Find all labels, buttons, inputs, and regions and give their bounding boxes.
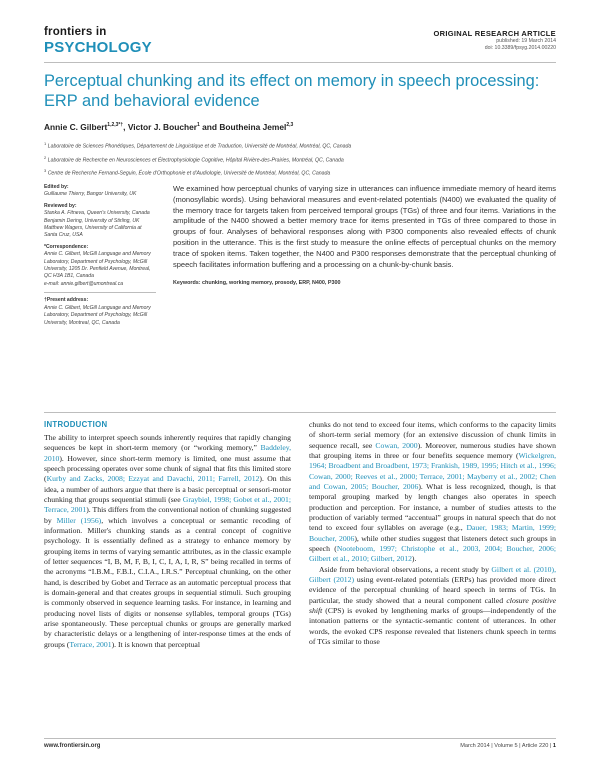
affiliation-num: 2 <box>44 154 47 160</box>
paper-title: Perceptual chunking and its effect on memory in speech processing: ERP and behavioral evidence <box>44 72 540 110</box>
paragraph <box>309 420 556 565</box>
paragraph <box>44 433 291 650</box>
text-run: The ability to interpret speech sounds inherently requires that rapidly changing sequences be kept in short-term memory (or “working memory,” <box>44 433 291 453</box>
paragraph <box>309 565 556 648</box>
citation-link[interactable]: Gilbert et al. (2010), Gilbert (2012) <box>309 564 556 584</box>
author-1-mark: *† <box>118 122 124 129</box>
body-column-left <box>44 433 291 650</box>
reviewer: Matthew Wagers, University of California at Santa Cruz, USA <box>44 225 142 239</box>
text-run: using event-related potentials (ERPs) has provided more direct evidence of the perceptual chunking of heard speech in terms of TGs. In particular, the study showed that a neural component called <box>309 574 556 605</box>
section-divider <box>44 412 556 413</box>
header-divider <box>44 62 556 63</box>
issue-info: March 2014 | Volume 5 | Article 220 | <box>460 743 553 749</box>
article-type: ORIGINAL RESEARCH ARTICLE <box>433 29 556 38</box>
citation-link[interactable]: Kurby and Zacks, 2008; Ezzyat and Davachi, 2011; Farrell, 2012 <box>46 474 260 484</box>
author-3[interactable]: Boutheina Jemel <box>219 122 287 132</box>
citation-link[interactable]: Baddeley, 2010 <box>44 443 291 463</box>
correspondence-address: Annie C. Gilbert, McGill Language and Memory Laboratory, Department of Psychology, McGill University, 1205 Dr. Penfield Avenue, Montreal, QC H3A 1B1, Canada <box>44 251 151 280</box>
affiliation-text: Centre de Recherche Fernand-Seguin, École d'Orthophonie et d'Audiologie, Université de Montréal, Montréal, QC, Canada <box>47 171 331 178</box>
text-run: ). What is less recognized, though, is that temporal grouping marked by length changes also operates in speech production and perception. For instance, a number of studies attests to the production of variably termed “accentual” groups in natural speech that do not tend to exceed four syllables on average (e.g., <box>309 481 556 533</box>
author-3-affil: 2,3 <box>286 122 294 129</box>
edited-by <box>44 184 156 199</box>
reviewer: Stanka A. Fitneva, Queen's University, Canada <box>44 210 150 217</box>
footer-info <box>460 743 556 749</box>
affiliation-num: 1 <box>44 141 47 146</box>
correspondence-email[interactable]: e-mail: annie.gilbert@umontreal.ca <box>44 280 124 287</box>
author-list: Annie C. Gilbert$^{1,2,3*\dagger}$, Victor J. Boucher$^1$ and Boutheina Jemel$^{2,3}$ <box>44 122 294 132</box>
present-address <box>44 297 156 327</box>
citation-link[interactable]: Graybiel, 1998; Gobet et al., 2001; Terrace, 2001 <box>44 494 291 515</box>
author-1[interactable]: Annie C. Gilbert <box>44 122 108 132</box>
keywords: Keywords: chunking, working memory, prosody, ERP, N400, P300 <box>173 280 341 286</box>
affiliation-1 <box>44 139 556 152</box>
article-meta <box>433 29 556 51</box>
correspondence-label: *Correspondence: <box>44 243 89 250</box>
journal-logo <box>44 27 152 55</box>
affiliation-text: Laboratoire de Recherche en Neurosciences et Électrophysiologie Cognitive, Hôpital Rivière-des-Prairies, Montréal, QC, Canada <box>47 157 344 164</box>
author-1-affil: 1,2,3 <box>107 122 119 129</box>
text-run: (CPS) is evoked by lengthening marks of groups—independently of the intonation patterns or the syntactic-semantic content of utterances. In other words, the evoked CPS response revealed that listeners chunk speech in terms of TGs similar to those <box>309 605 556 646</box>
author-2-affil: 1 <box>197 122 200 129</box>
reviewed-by <box>44 203 156 240</box>
section-heading-introduction: INTRODUCTION <box>44 420 108 429</box>
citation-link[interactable]: Wickelgren, 1964; Broadbent and Broadbent, 1973; Frankish, 1989, 1995; Hitch et al., 1996; Cowan, 2000; Reeves et al., 2000; Terrace, 2001; Mayberry et al., 2002; Chen and Cowan, 2005; Boucher, 2006 <box>309 450 556 491</box>
text-run: chunks do not tend to exceed four items, which conforms to the capacity limits of short-term serial memory (for an extensive discussion of chunk limits in sequence recall, see <box>309 420 556 450</box>
published-date: published: 19 March 2014 <box>496 38 556 45</box>
present-address-label: †Present address: <box>44 297 89 304</box>
article-sidebar <box>44 184 156 331</box>
text-run: ). However, since short-term memory is limited, one must assume that speech processing operates over some chunk of signal that fits this limited store ( <box>44 453 291 484</box>
journal-url[interactable]: www.frontiersin.org <box>44 743 101 749</box>
citation-link[interactable]: Nooteboom, 1997; Christophe et al., 2003, 2004; Boucher, 2006; Gilbert et al., 2010; Gilbert, 2012 <box>309 543 556 564</box>
body-column-right <box>309 420 556 647</box>
text-run: ). This differs from the conventional notion of chunking suggested by <box>44 505 291 525</box>
present-address-value: Annie C. Gilbert, McGill Language and Memory Laboratory, Department of Psychology, McGill University, Montreal, QC, Canada <box>44 304 151 326</box>
affiliation-3 <box>44 166 556 179</box>
affiliations <box>44 139 556 180</box>
citation-link[interactable]: Miller (1956) <box>56 515 102 525</box>
text-run: , which involves a conceptual or semantic recoding of information. Miller's chunking stands as a central concept of cognitive psychology. It is essentially defined as a strategy to enhance memory by grouping items in terms of varying semantic attributes, as in the classic example of letter sequences “I, B, M, F, B, I, C, I, A, I, R, S” being recalled in terms of the acronyms “I.B.M., F.B.I., C.I.A., I.R.S.” Perceptual chunking, on the other hand, is described by Gobet and Terrace as an automatic perceptual process that is domain-general and that creates groups in sequential stimuli. Such grouping is commonly observed in sequence learning tasks. For instance, in learning and producing novel lists of digits or nonsense syllables, temporal groups (TGs) arise spontaneously. These perceptual chunks or groups are generally marked by characteristic delays or a lengthening of inter-response times at the ends of groups ( <box>44 515 292 649</box>
affiliation-2 <box>44 153 556 166</box>
correspondence <box>44 244 156 288</box>
author-2[interactable]: Victor J. Boucher <box>127 122 198 132</box>
citation-link[interactable]: Dauer, 1983; Martin, 1999; Boucher, 2006 <box>309 523 556 543</box>
editor: Guillaume Thierry, Bangor University, UK <box>44 191 137 198</box>
text-run: ). <box>411 554 417 564</box>
footer-divider <box>44 738 556 739</box>
affiliation-num: 3 <box>44 168 47 174</box>
citation-link[interactable]: Cowan, 2000 <box>375 440 418 450</box>
text-run: Aside from behavioral observations, a recent study by <box>319 564 492 574</box>
edited-by-label: Edited by: <box>44 184 69 190</box>
logo-line1: frontiers in <box>44 26 107 38</box>
reviewed-by-label: Reviewed by: <box>44 202 77 209</box>
logo-line2: PSYCHOLOGY <box>44 38 152 56</box>
abstract: We examined how perceptual chunks of varying size in utterances can influence immediate memory of heard items (monosyllabic words). Using behavioral measures and event-related potentials (N400) we evaluated the quality of the memory trace for targets taken from perceived temporal groups (TGs) of three and four items. Variations in the amplitude of the N400 showed a better memory trace for items presented in TGs of three compared to those in groups of four. Analyses of behavioral responses along with P300 components also revealed effects of chunk position in the utterance. This is the first study to measure the online effects of perceptual chunks on the memory trace of spoken items. Taken together, the N400 and P300 responses demonstrate that the perceptual chunking of speech facilitates information buffering and a processing on a chunk-by-chunk basis. <box>173 184 556 269</box>
text-run: ). On this idea, a number of authors argue that there is a basic perceptual or sensori-motor chunking that groups sequential stimuli (see <box>44 474 292 504</box>
emphasis: closure positive shift <box>309 595 556 615</box>
text-run: ), while other studies suggest that listeners detect such groups in speech ( <box>309 533 556 553</box>
reviewer: Benjamin Dering, University of Stirling, UK <box>44 217 140 224</box>
sidebar-divider <box>44 292 156 293</box>
page-number: 1 <box>552 743 556 749</box>
text-run: ). It is known that perceptual <box>111 639 200 649</box>
text-run: ). Moreover, numerous studies have shown that grouping items in three or four benefits sequence memory ( <box>309 440 556 460</box>
affiliation-text: Laboratoire de Sciences Phonétiques, Département de Linguistique et de Traduction, Université de Montréal, Montréal, QC, Canada <box>47 143 352 150</box>
doi[interactable]: doi: 10.3389/fpsyg.2014.00220 <box>484 44 556 51</box>
citation-link[interactable]: Terrace, 2001 <box>69 639 112 649</box>
